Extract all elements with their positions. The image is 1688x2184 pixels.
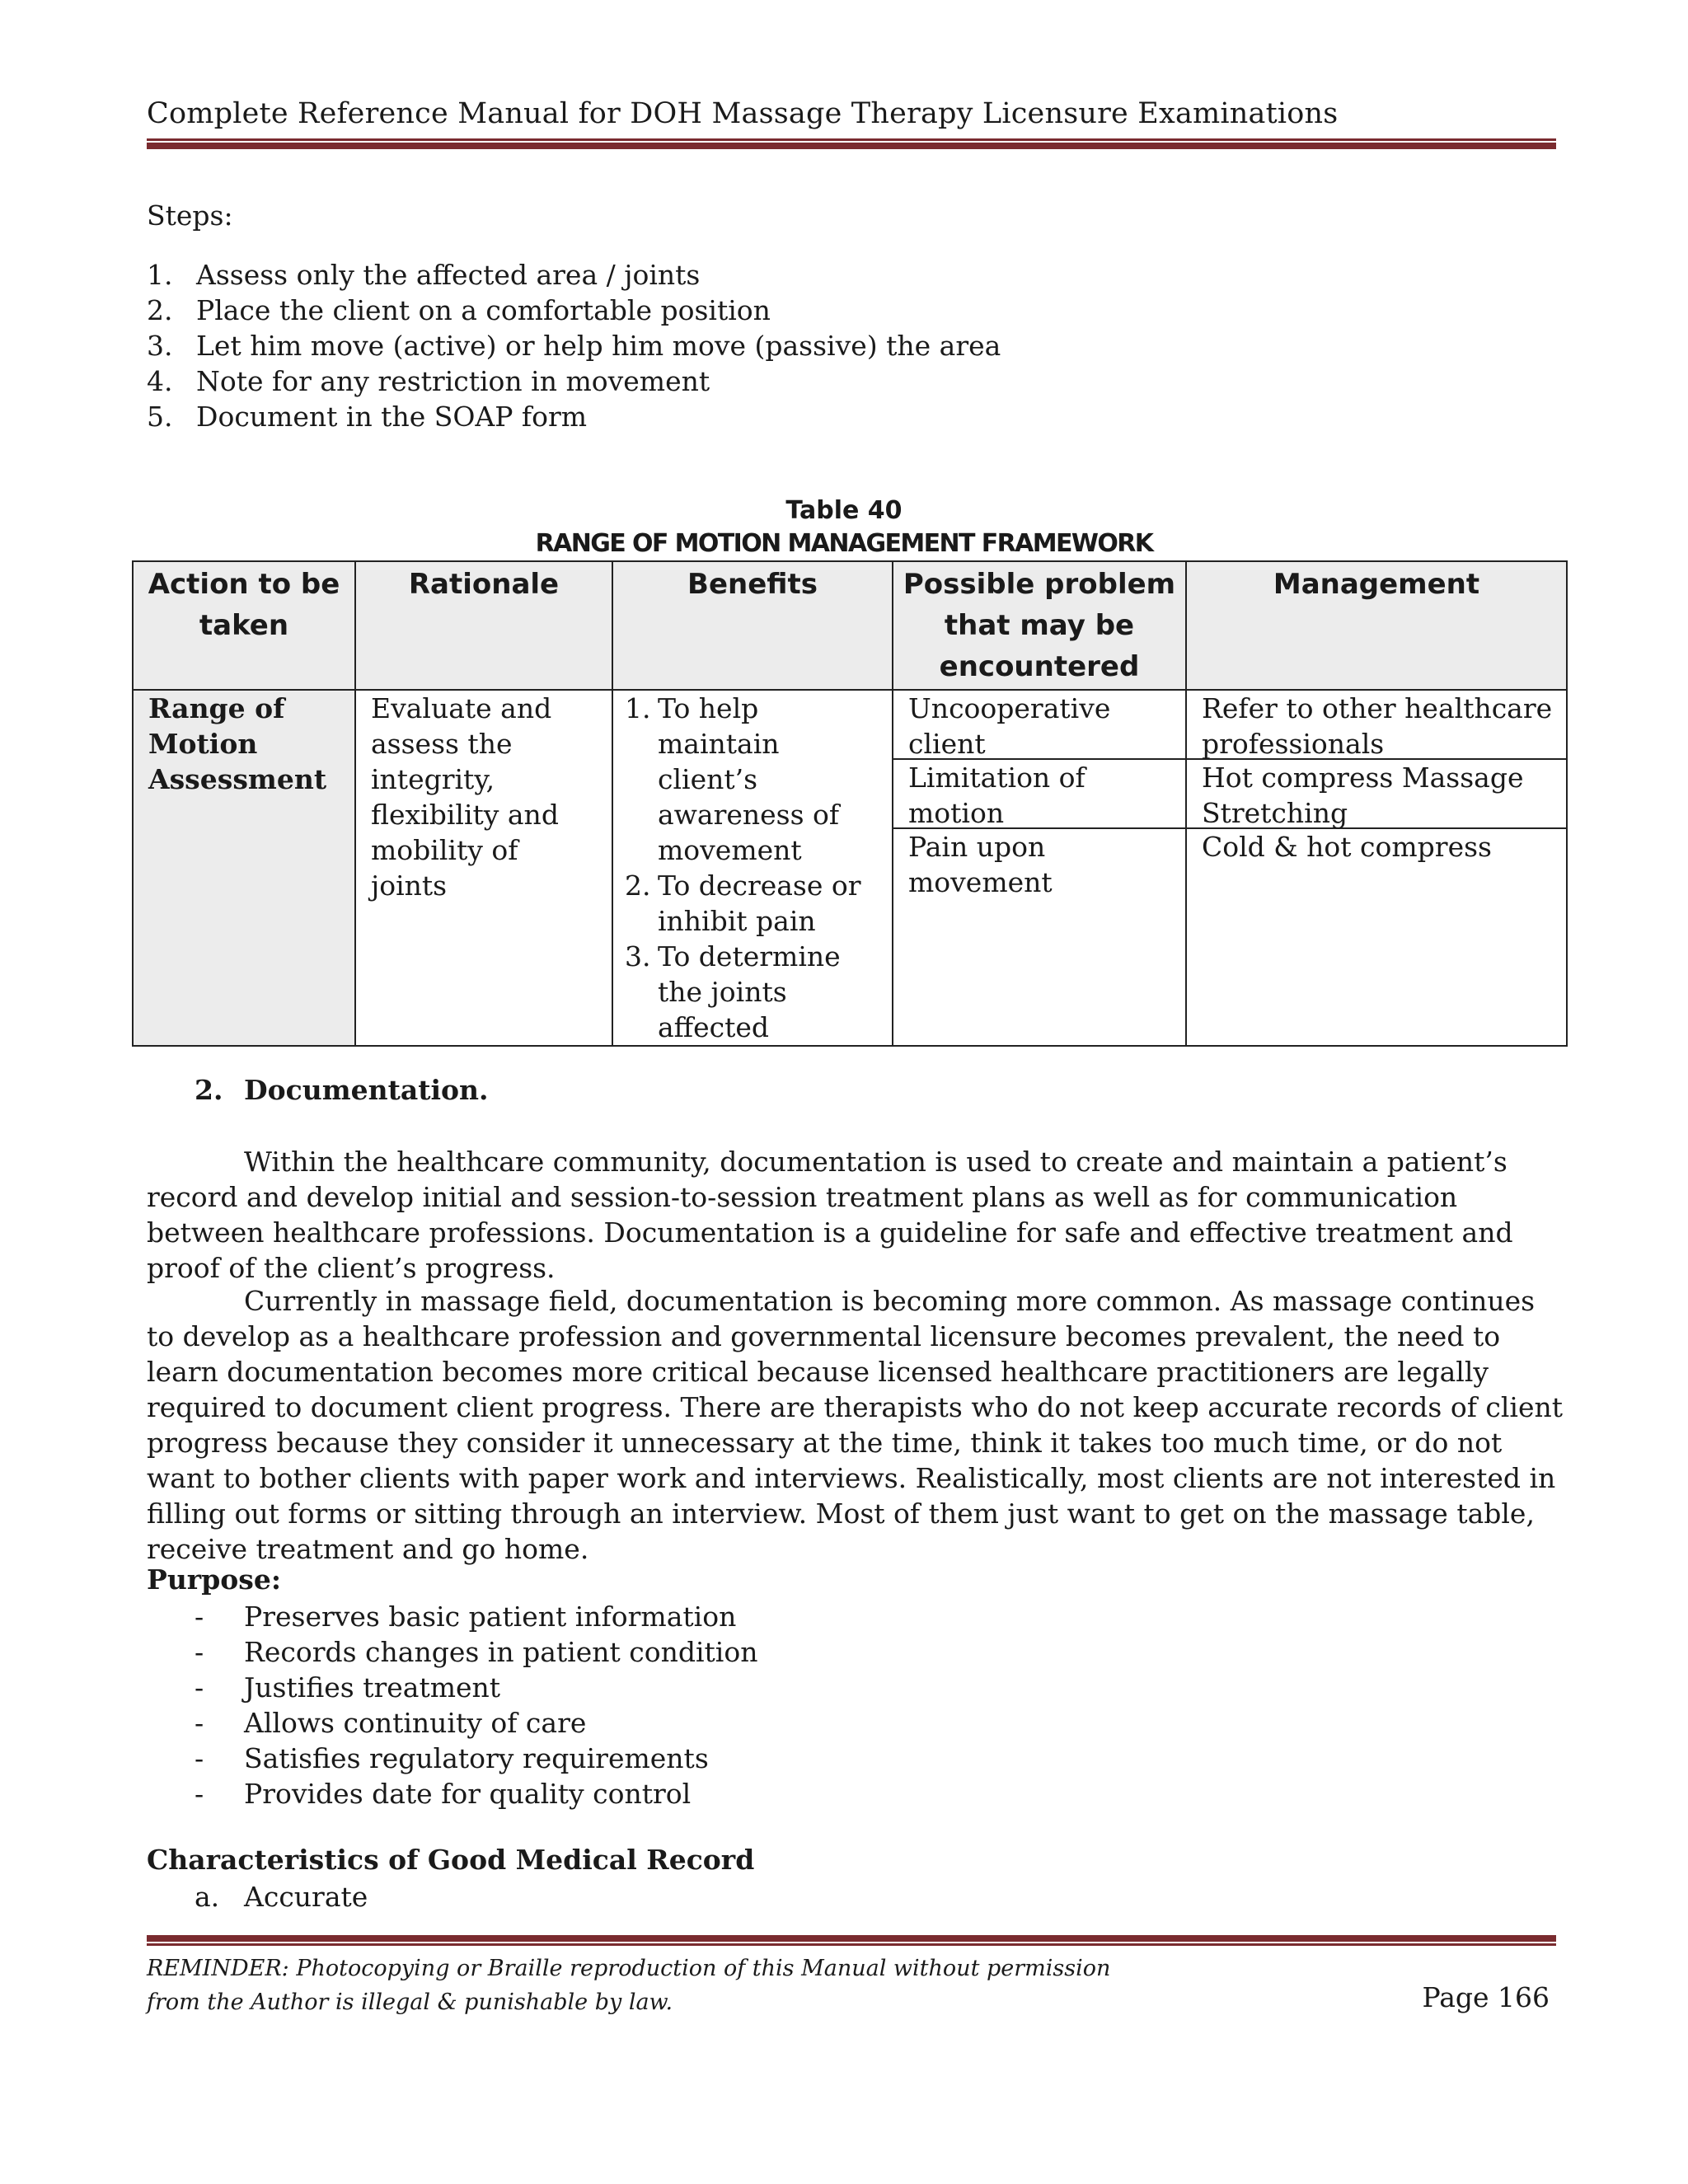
list-text: Provides date for quality control <box>244 1778 692 1810</box>
list-item <box>625 868 880 939</box>
list-bullet: - <box>195 1742 204 1774</box>
section-title: Documentation. <box>244 1074 489 1106</box>
list-text: Allows continuity of care <box>244 1707 587 1739</box>
header-rule-thick <box>147 143 1556 149</box>
list-text: Accurate <box>244 1881 368 1913</box>
paragraph <box>147 1283 1564 1567</box>
paragraph <box>147 1144 1564 1286</box>
page-header-title: Complete Reference Manual for DOH Massage Therapy Licensure Examinations <box>147 97 1339 130</box>
list-text: Satisfies regulatory requirements <box>244 1742 709 1774</box>
list-item <box>195 1599 757 1634</box>
purpose-list <box>195 1599 757 1811</box>
list-text: Place the client on a comfortable position <box>196 294 771 326</box>
list-text: To decrease or inhibit pain <box>658 869 861 937</box>
footer-rule-thin <box>147 1943 1556 1946</box>
characteristics-label: Characteristics of Good Medical Record <box>147 1844 755 1876</box>
problem-item: Limitation of motion <box>893 760 1185 829</box>
problem-item: Uncooperative client <box>893 691 1185 760</box>
cell-problems <box>893 690 1186 1046</box>
paragraph-text: Within the healthcare community, documentation is used to create and maintain a patient’s record and develop initial and session-to-session treatment plans as well as for communication between healthcare professions. Documentation is a guideline for safe and effective treatment and proof of the client’s progress. <box>147 1146 1513 1284</box>
list-number: 4. <box>147 365 173 397</box>
characteristics-list <box>195 1879 368 1915</box>
list-number: 1. <box>147 259 173 291</box>
list-number: 3. <box>625 940 651 972</box>
header-benefits: Benefits <box>612 561 893 690</box>
list-item <box>195 1634 757 1670</box>
list-item <box>195 1741 757 1776</box>
list-text: To help maintain client’s awareness of movement <box>658 692 840 866</box>
list-text: Note for any restriction in movement <box>196 365 710 397</box>
rom-management-table <box>132 560 1568 1047</box>
list-number: 1. <box>625 692 651 724</box>
header-problem: Possible problem that may be encountered <box>893 561 1186 690</box>
table-header-row <box>133 561 1567 690</box>
cell-rationale: Evaluate and assess the integrity, flexibility and mobility of joints <box>355 690 612 1046</box>
table-row <box>133 690 1567 1046</box>
list-text: Justifies treatment <box>244 1671 501 1704</box>
list-text: To determine the joints affected <box>658 940 841 1043</box>
table-number: Table 40 <box>785 496 903 525</box>
footer-reminder <box>147 1952 1110 2019</box>
list-text: Document in the SOAP form <box>196 401 588 433</box>
list-number: 2. <box>625 869 651 902</box>
section-heading <box>195 1074 489 1106</box>
list-item <box>147 363 1001 399</box>
management-item: Refer to other healthcare professionals <box>1187 691 1566 760</box>
list-number: 3. <box>147 330 173 362</box>
page-number: Page 166 <box>1422 1981 1550 2013</box>
section-number: 2. <box>195 1074 223 1106</box>
table-caption <box>0 494 1688 560</box>
management-item: Cold & hot compress <box>1202 831 1492 863</box>
list-letter: a. <box>195 1881 220 1913</box>
cell-benefits <box>612 690 893 1046</box>
table-title: RANGE OF MOTION MANAGEMENT FRAMEWORK <box>535 529 1153 558</box>
list-item <box>195 1705 757 1741</box>
steps-label: Steps: <box>147 199 233 232</box>
header-management: Management <box>1186 561 1567 690</box>
list-text: Preserves basic patient information <box>244 1601 737 1633</box>
list-text: Let him move (active) or help him move (passive) the area <box>196 330 1001 362</box>
cell-action: Range of Motion Assessment <box>133 690 355 1046</box>
purpose-label: Purpose: <box>147 1563 282 1596</box>
cell-management <box>1186 690 1567 1046</box>
list-item <box>147 399 1001 434</box>
list-bullet: - <box>195 1636 204 1668</box>
list-item <box>625 691 880 868</box>
list-bullet: - <box>195 1671 204 1704</box>
list-bullet: - <box>195 1778 204 1810</box>
problem-item: Pain upon movement <box>908 831 1053 898</box>
list-number: 5. <box>147 401 173 433</box>
list-item <box>147 257 1001 293</box>
footer-reminder-line: REMINDER: Photocopying or Braille reproduction of this Manual without permission <box>147 1956 1111 1981</box>
paragraph-text: Currently in massage field, documentation is becoming more common. As massage continues to develop as a healthcare profession and governmental licensure becomes prevalent, the need to learn documentation becomes more critical because licensed healthcare practitioners are legally required to document client progress. There are therapists who do not keep accurate records of client progress because they consider it unnecessary at the time, think it takes too much time, or do not want to bother clients with paper work and interviews. Realistically, most clients are not interested in filling out forms or sitting through an interview. Most of them just want to get on the massage table, receive treatment and go home. <box>147 1285 1564 1565</box>
list-item <box>147 328 1001 363</box>
list-bullet: - <box>195 1707 204 1739</box>
footer-rule-thick <box>147 1935 1556 1942</box>
steps-list <box>147 257 1001 434</box>
list-item <box>195 1670 757 1705</box>
header-action: Action to be taken <box>133 561 355 690</box>
list-item <box>147 293 1001 328</box>
header-rationale: Rationale <box>355 561 612 690</box>
footer-reminder-line: from the Author is illegal & punishable by law. <box>147 1990 673 2015</box>
list-text: Assess only the affected area / joints <box>196 259 701 291</box>
list-item <box>195 1776 757 1811</box>
list-number: 2. <box>147 294 173 326</box>
list-item <box>195 1879 368 1915</box>
list-item <box>625 939 880 1045</box>
header-rule-thin <box>147 138 1556 141</box>
management-item: Hot compress Massage Stretching <box>1187 760 1566 829</box>
benefits-list <box>625 691 880 1045</box>
list-bullet: - <box>195 1601 204 1633</box>
list-text: Records changes in patient condition <box>244 1636 758 1668</box>
